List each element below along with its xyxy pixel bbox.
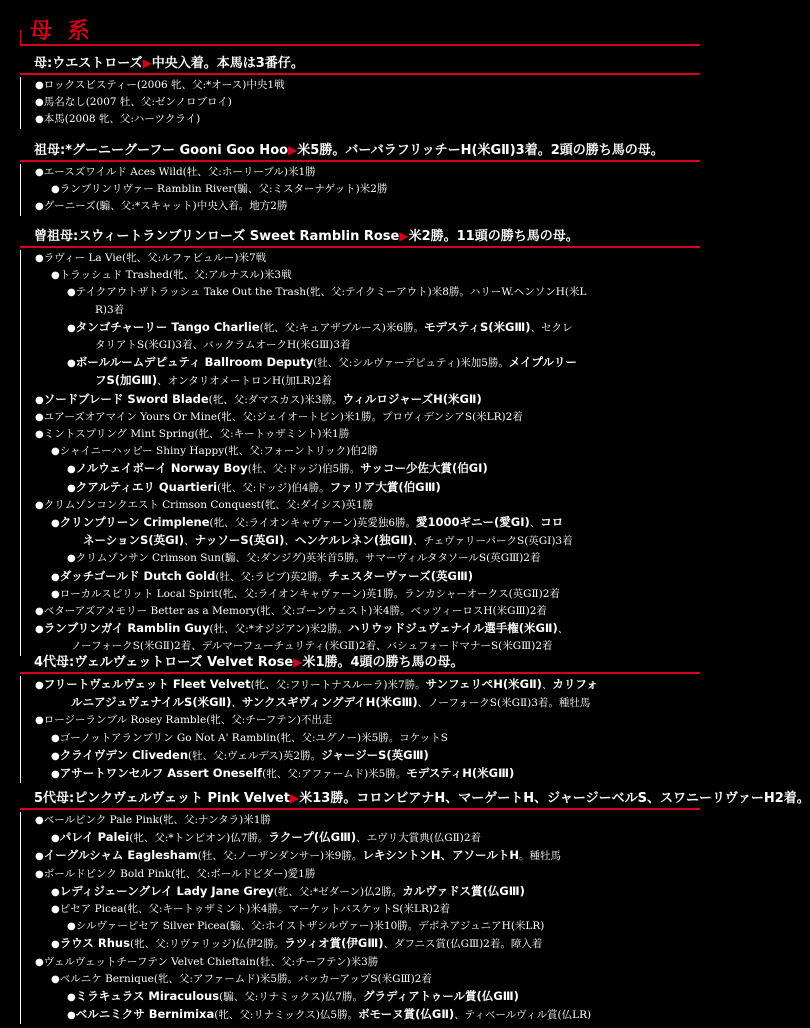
entry-bold-text: ベルニミクサ Bernimixa (75, 1007, 215, 1022)
section-body (20, 676, 700, 783)
pedigree-entry (35, 409, 700, 426)
entry-text: (牝、父:ダマスカス)米3勝。 (208, 393, 343, 406)
section-rule (20, 73, 700, 75)
pedigree-entry (35, 284, 700, 301)
section-dam-name: 4代母:ヴェルヴェットローズ Velvet Rose (34, 655, 294, 670)
entry-bold-text: ダッチゴールド Dutch Gold (59, 568, 216, 583)
bullet-icon: ● (35, 411, 44, 423)
pedigree-entry (35, 94, 700, 111)
entry-text: ベールピンク Pale Pink(牝、父:ナンタラ)米1勝 (43, 814, 271, 826)
entry-text: 、ティベールヴィル賞(仏LR) (454, 1009, 592, 1022)
pedigree-entry (35, 1006, 700, 1024)
pedigree-entry (35, 181, 700, 198)
entry-bold-text: チェスターヴァーズ(英GⅢ) (328, 568, 474, 583)
lineage-section (20, 228, 700, 656)
entry-bold-text: レキシントンH、アソールトH (362, 848, 519, 863)
section-rule (20, 808, 700, 810)
bullet-icon: ● (51, 588, 60, 600)
pedigree-entry (35, 391, 700, 409)
bullet-icon: ● (35, 114, 44, 126)
section-heading (20, 228, 700, 245)
entry-bold-text: グラディアトゥール賞(仏GⅢ) (362, 989, 519, 1004)
pedigree-entry (35, 829, 700, 847)
entry-text: 、 (231, 697, 242, 710)
bullet-icon: ● (51, 571, 60, 583)
entry-text: 、セクレ (530, 321, 573, 334)
entry-text: 。種牡馬 (518, 850, 561, 863)
bullet-icon: ● (35, 868, 44, 880)
entry-bold-text: クライヴデン Cliveden (59, 747, 189, 762)
entry-bold-text: ハリウッドジュヴェナイル選手権(米GⅡ) (347, 621, 558, 636)
bullet-icon: ● (67, 553, 76, 565)
entry-bold-text: ラクープ(仏GⅢ) (268, 830, 357, 845)
entry-text: 、チェヴァリーパークS(英GⅠ)3着 (412, 535, 573, 548)
bullet-icon: ● (35, 253, 44, 264)
entry-bold-text: タンゴチャーリー Tango Charlie (75, 319, 260, 334)
bullet-icon: ● (35, 499, 44, 511)
entry-bold-text: ソードブレード Sword Blade (43, 391, 209, 406)
pedigree-entry (35, 250, 700, 267)
entry-bold-text: ウィルロジャーズH(米GⅡ) (342, 391, 482, 406)
entry-text: テイクアウトザトラッシュ Take Out the Trash(牝、父:テイクミーアウト)米8勝。ハリーW.ヘンソンH(米L (75, 286, 587, 299)
section-dam-name: 母:ウエストローズ (34, 56, 143, 71)
section-heading (20, 142, 700, 159)
pedigree-entry (35, 586, 700, 603)
entry-text: (牝、父:フリートナスルーラ)米7勝。 (250, 679, 426, 691)
pedigree-entry (35, 319, 700, 337)
pedigree-entry (35, 198, 700, 215)
entry-bold-text: ミラキュラス Miraculous (75, 989, 220, 1004)
section-heading (20, 55, 700, 72)
lineage-section (20, 790, 810, 1024)
pedigree-entry (35, 77, 700, 94)
entry-bold-text: ランブリンガイ Ramblin Guy (43, 621, 210, 636)
entry-text: R)3着 (95, 303, 125, 316)
pedigree-entry (35, 302, 700, 319)
entry-text: (牝、父:リナミックス)仏5勝。 (214, 1009, 359, 1022)
entry-text: 馬名なし(2007 牡、父:ゼンノロブロイ) (43, 96, 232, 109)
pedigree-entry (35, 479, 700, 497)
entry-bold-text: 愛1000ギニー(愛GⅠ) (416, 515, 530, 530)
bullet-icon: ● (67, 287, 76, 299)
entry-text: (牡、父:ラビブ)英2勝。 (215, 570, 329, 583)
page-title: 母 系 (30, 19, 94, 44)
bullet-icon: ● (51, 750, 60, 762)
section-body (20, 812, 700, 1024)
pedigree-entry (35, 954, 700, 971)
triangle-right-icon: ▶ (399, 229, 409, 243)
entry-bold-text: フリートヴェルヴェット Fleet Velvet (43, 677, 251, 691)
entry-text: クリムゾンサン Crimson Sun(騸、父:ダンジグ)英米首5勝。サマーヴィルタタソールS(英GⅢ)2着 (75, 552, 541, 565)
pedigree-entry (35, 550, 700, 567)
bullet-icon: ● (35, 606, 44, 618)
entry-bold-text: カリフォ (552, 677, 598, 691)
bullet-icon: ● (67, 482, 76, 494)
entry-bold-text: ボモーヌ賞(仏GⅡ) (358, 1007, 455, 1022)
entry-bold-text: イーグルシャム Eaglesham (43, 848, 198, 863)
pedigree-entry (35, 497, 700, 514)
lineage-section (20, 654, 700, 783)
bullet-icon: ● (51, 904, 60, 916)
pedigree-entry (35, 918, 700, 935)
entry-text: 、ダフニス賞(仏GⅢ)2着。障入着 (383, 938, 543, 951)
entry-text: (牡、父:ドッジ)伯5勝。 (247, 463, 361, 476)
pedigree-entry (35, 988, 700, 1006)
pedigree-entry (35, 568, 700, 586)
entry-text: (牝、父:ライオンキャヴァーン)英愛独6勝。 (209, 517, 417, 530)
section-dam-record: 米1勝。4頭の勝ち馬の母。 (302, 655, 464, 670)
bullet-icon: ● (51, 769, 60, 781)
entry-bold-text: コロ (540, 515, 564, 530)
entry-text: (牡、父:ノーザンダンサー)米9勝。 (197, 850, 363, 863)
pedigree-entry (35, 847, 700, 865)
entry-text: (牡、父:シルヴァーデピュティ)米加5勝。 (313, 357, 509, 370)
section-dam-name: 曾祖母:スウィートランブリンローズ Sweet Ramblin Rose (34, 229, 400, 244)
pedigree-entry (35, 765, 700, 783)
entry-text: (牝、父:アファームド)米5勝。 (262, 768, 407, 781)
entry-text: 、 (184, 535, 195, 548)
bullet-icon: ● (35, 97, 44, 109)
pedigree-entry (35, 514, 700, 532)
entry-bold-text: ヘンケルレネン(独GⅡ) (294, 533, 413, 548)
bullet-icon: ● (51, 184, 60, 196)
entry-bold-text: パレイ Palei (59, 830, 130, 845)
entry-bold-text: レディジェーングレイ Lady Jane Grey (59, 883, 274, 898)
entry-text: (牝、父:*ゼダーン)仏2勝。 (273, 885, 403, 898)
section-dam-name: 祖母:*グーニーグーフー Gooni Goo Hoo (34, 143, 289, 158)
pedigree-entry (35, 866, 700, 883)
section-dam-record: 米13勝。コロンビアナH、マーゲートH、ジャージーベルS、スワニーリヴァーH2着。 (299, 791, 810, 806)
bullet-icon: ● (67, 358, 76, 370)
section-heading (20, 654, 700, 671)
entry-bold-text: ボールルームデピュティ Ballroom Deputy (75, 355, 314, 370)
pedigree-entry (35, 901, 700, 918)
pedigree-entry (35, 694, 700, 712)
entry-bold-text: クアルティエリ Quartieri (75, 479, 218, 494)
entry-bold-text: モデスティS(米GⅢ) (424, 319, 531, 334)
bullet-icon: ● (35, 624, 44, 636)
entry-text: ユアーズオアマイン Yours Or Mine(牝、父:ジェイオートビン)米1勝。プロヴィデンシアS(米LR)2着 (43, 410, 523, 423)
pedigree-entry (35, 935, 700, 953)
entry-text: (騸、父:リナミックス)仏7勝。 (219, 991, 363, 1004)
entry-bold-text: ノルウェイボーイ Norway Boy (75, 461, 248, 476)
entry-text: タリアトS(米GⅠ)3着、バックラムオークH(米GⅢ)3着 (95, 339, 351, 352)
section-heading (20, 790, 810, 807)
triangle-right-icon: ▶ (290, 791, 300, 805)
entry-text: ヴェルヴェットチーフテン Velvet Chieftain(牡、父:チーフテン)米3勝 (43, 955, 379, 968)
section-body (20, 250, 700, 656)
entry-bold-text: サンクスギヴィングデイH(米GⅢ) (241, 695, 418, 710)
bullet-icon: ● (67, 1010, 76, 1022)
section-dam-record: 米2勝。11頭の勝ち馬の母。 (408, 229, 579, 244)
bullet-icon: ● (35, 80, 44, 91)
pedigree-entry (35, 812, 700, 829)
entry-text: ゴーノットアランブリン Go Not A' Ramblin(牝、父:ユグノー)米5勝。コケットS (59, 731, 448, 744)
bullet-icon: ● (35, 429, 44, 441)
pedigree-entry (35, 712, 700, 729)
pedigree-entry (35, 730, 700, 747)
pedigree-entry (35, 354, 700, 372)
entry-text: 、 (529, 517, 541, 530)
pedigree-entry (35, 267, 700, 284)
bullet-icon: ● (51, 939, 60, 951)
triangle-right-icon: ▶ (288, 143, 298, 157)
entry-text: 、ノーフォークS(米GⅡ)3着。種牡馬 (417, 697, 591, 710)
lineage-section (20, 55, 700, 129)
entry-text: シルヴァーピセア Silver Picea(騸、父:ホイストザシルヴァー)米10勝。デボネアジュニアH(米LR) (75, 920, 545, 933)
title-rule (20, 44, 700, 46)
entry-text: ロックスビスティー(2006 牝、父:*オース)中央1戦 (43, 79, 285, 91)
bullet-icon: ● (51, 446, 60, 458)
entry-text: (牝、父:キュアザブルース)米6勝。 (259, 321, 425, 334)
entry-text: エースズワイルド Aces Wild(牡、父:ホーリーブル)米1勝 (43, 166, 316, 178)
bullet-icon: ● (35, 680, 44, 691)
entry-text: トラッシュド Trashed(牝、父:アルナスル)米3戦 (59, 269, 292, 282)
entry-bold-text: サッコー少佐大賞(伯GⅠ) (360, 461, 488, 476)
pedigree-entry (35, 747, 700, 765)
pedigree-entry (35, 603, 700, 620)
pedigree-entry (35, 620, 700, 638)
entry-text: ベターアズアメモリー Better as a Memory(牝、父:ゴーンウェスト)米4勝。ベッツィーロスH(米GⅢ)2着 (43, 605, 547, 618)
entry-bold-text: クリンプリーン Crimplene (59, 515, 210, 530)
entry-bold-text: アサートワンセルフ Assert Oneself (59, 766, 263, 781)
bullet-icon: ● (67, 992, 76, 1004)
entry-bold-text: フS(加GⅢ) (95, 373, 158, 388)
triangle-right-icon: ▶ (142, 56, 152, 70)
entry-text: ローカルスピリット Local Spirit(牝、父:ライオンキャヴァーン)英1勝。ランカシャーオークス(英GⅡ)2着 (59, 587, 560, 600)
entry-text: ピセア Picea(牝、父:キートゥザミント)米4勝。マーケットバスケットS(米LR)2着 (59, 903, 451, 916)
entry-text: 、 (541, 679, 553, 691)
entry-text: 本馬(2008 牝、父:ハーツクライ) (43, 113, 201, 126)
bullet-icon: ● (35, 956, 44, 968)
entry-text: グーニーズ(騸、父:*スキャット)中央入着。地方2勝 (43, 200, 288, 213)
entry-text: (牝、父:*トンビオン)仏7勝。 (129, 832, 269, 845)
pedigree-entry (35, 164, 700, 181)
entry-text: 、エヴリ大賞典(仏GⅡ)2着 (356, 832, 482, 845)
entry-text: ノーフォークS(米GⅡ)2着、デルマーフューチュリティ(米GⅡ)2着、バシュフォードマナーS(米GⅢ)2着 (71, 640, 553, 653)
section-dam-record: 中央入着。本馬は3番仔。 (151, 56, 304, 71)
bullet-icon: ● (51, 833, 60, 845)
bullet-icon: ● (35, 851, 44, 863)
entry-text: ロージーランブル Rosey Ramble(牝、父:チーフテン)不出走 (43, 714, 333, 727)
section-rule (20, 672, 700, 674)
entry-text: (牝、父:ドッジ)伯4勝。 (217, 481, 330, 494)
bullet-icon: ● (35, 715, 44, 727)
entry-bold-text: メイプルリー (508, 355, 577, 370)
entry-bold-text: ファリア大賞(伯GⅢ) (329, 479, 441, 494)
bullet-icon: ● (51, 973, 60, 985)
bullet-icon: ● (51, 732, 60, 744)
bullet-icon: ● (35, 815, 44, 826)
pedigree-entry (35, 883, 700, 901)
pedigree-entry (35, 676, 700, 694)
bullet-icon: ● (51, 886, 60, 898)
bullet-icon: ● (67, 322, 76, 334)
bullet-icon: ● (35, 394, 44, 406)
pedigree-entry (35, 532, 700, 550)
entry-text: ラヴィー La Vie(牝、父:ルファビュルー)米7戦 (43, 252, 267, 264)
entry-text: シャイニーハッピー Shiny Happy(牝、父:フォーントリック)伯2勝 (59, 445, 378, 458)
entry-text: 、 (284, 535, 295, 548)
entry-bold-text: カルヴァドス賞(仏GⅢ) (402, 883, 525, 898)
pedigree-entry (35, 111, 700, 128)
entry-bold-text: ナッソーS(英GⅠ) (194, 533, 285, 548)
section-dam-record: 米5勝。バーバラフリッチーH(米GⅡ)3着。2頭の勝ち馬の母。 (297, 143, 664, 158)
entry-text: ミントスプリング Mint Spring(牝、父:キートゥザミント)米1勝 (43, 428, 350, 441)
entry-text: (牡、父:*オジジアン)米2勝。 (209, 623, 348, 636)
section-rule (20, 246, 700, 248)
entry-text: ボールドピンク Bold Pink(牝、父:ボールドビダー)愛1勝 (43, 867, 316, 880)
pedigree-entry (35, 971, 700, 988)
pedigree-entry (35, 460, 700, 478)
bullet-icon: ● (51, 270, 60, 282)
section-body (20, 77, 700, 129)
entry-bold-text: ルニアジュヴェナイルS(米GⅡ) (71, 695, 232, 710)
entry-bold-text: サンフェリペH(米GⅡ) (425, 677, 542, 691)
triangle-right-icon: ▶ (293, 655, 303, 669)
entry-text: ランブリンリヴァー Ramblin River(騸、父:ミスターナゲット)米2勝 (59, 183, 388, 196)
bullet-icon: ● (67, 464, 76, 476)
pedigree-entry (35, 443, 700, 460)
lineage-section (20, 142, 700, 216)
entry-text: クリムゾンコンクエスト Crimson Conquest(牝、父:ダイシス)英1勝 (43, 498, 374, 511)
bullet-icon: ● (35, 201, 44, 213)
entry-text: 、オンタリオメートロンH(加LR)2着 (157, 375, 332, 388)
entry-text: 、 (557, 623, 569, 636)
entry-text: (牝、父:リヴァリッジ)仏伊2勝。 (129, 938, 285, 951)
section-dam-name: 5代母:ピンクヴェルヴェット Pink Velvet (34, 791, 291, 806)
entry-bold-text: ラツィオ賞(伊GⅢ) (284, 936, 384, 951)
entry-bold-text: ラウス Rhus (59, 936, 130, 951)
entry-text: ベルニケ Bernique(牝、父:アファームド)米5勝。バッカーアップS(米GⅢ)2着 (59, 972, 432, 985)
pedigree-entry (35, 372, 700, 390)
bullet-icon: ● (51, 518, 60, 530)
entry-bold-text: ジャージーS(英GⅢ) (321, 747, 429, 762)
entry-bold-text: モデスティH(米GⅢ) (406, 766, 515, 781)
section-body (20, 164, 700, 216)
pedigree-entry (35, 337, 700, 354)
section-rule (20, 160, 700, 162)
bullet-icon: ● (35, 167, 44, 178)
pedigree-entry (35, 426, 700, 443)
entry-bold-text: ネーションS(英GⅠ) (83, 533, 185, 548)
bullet-icon: ● (67, 921, 76, 933)
entry-text: (牡、父:ヴェルデス)英2勝。 (188, 749, 322, 762)
